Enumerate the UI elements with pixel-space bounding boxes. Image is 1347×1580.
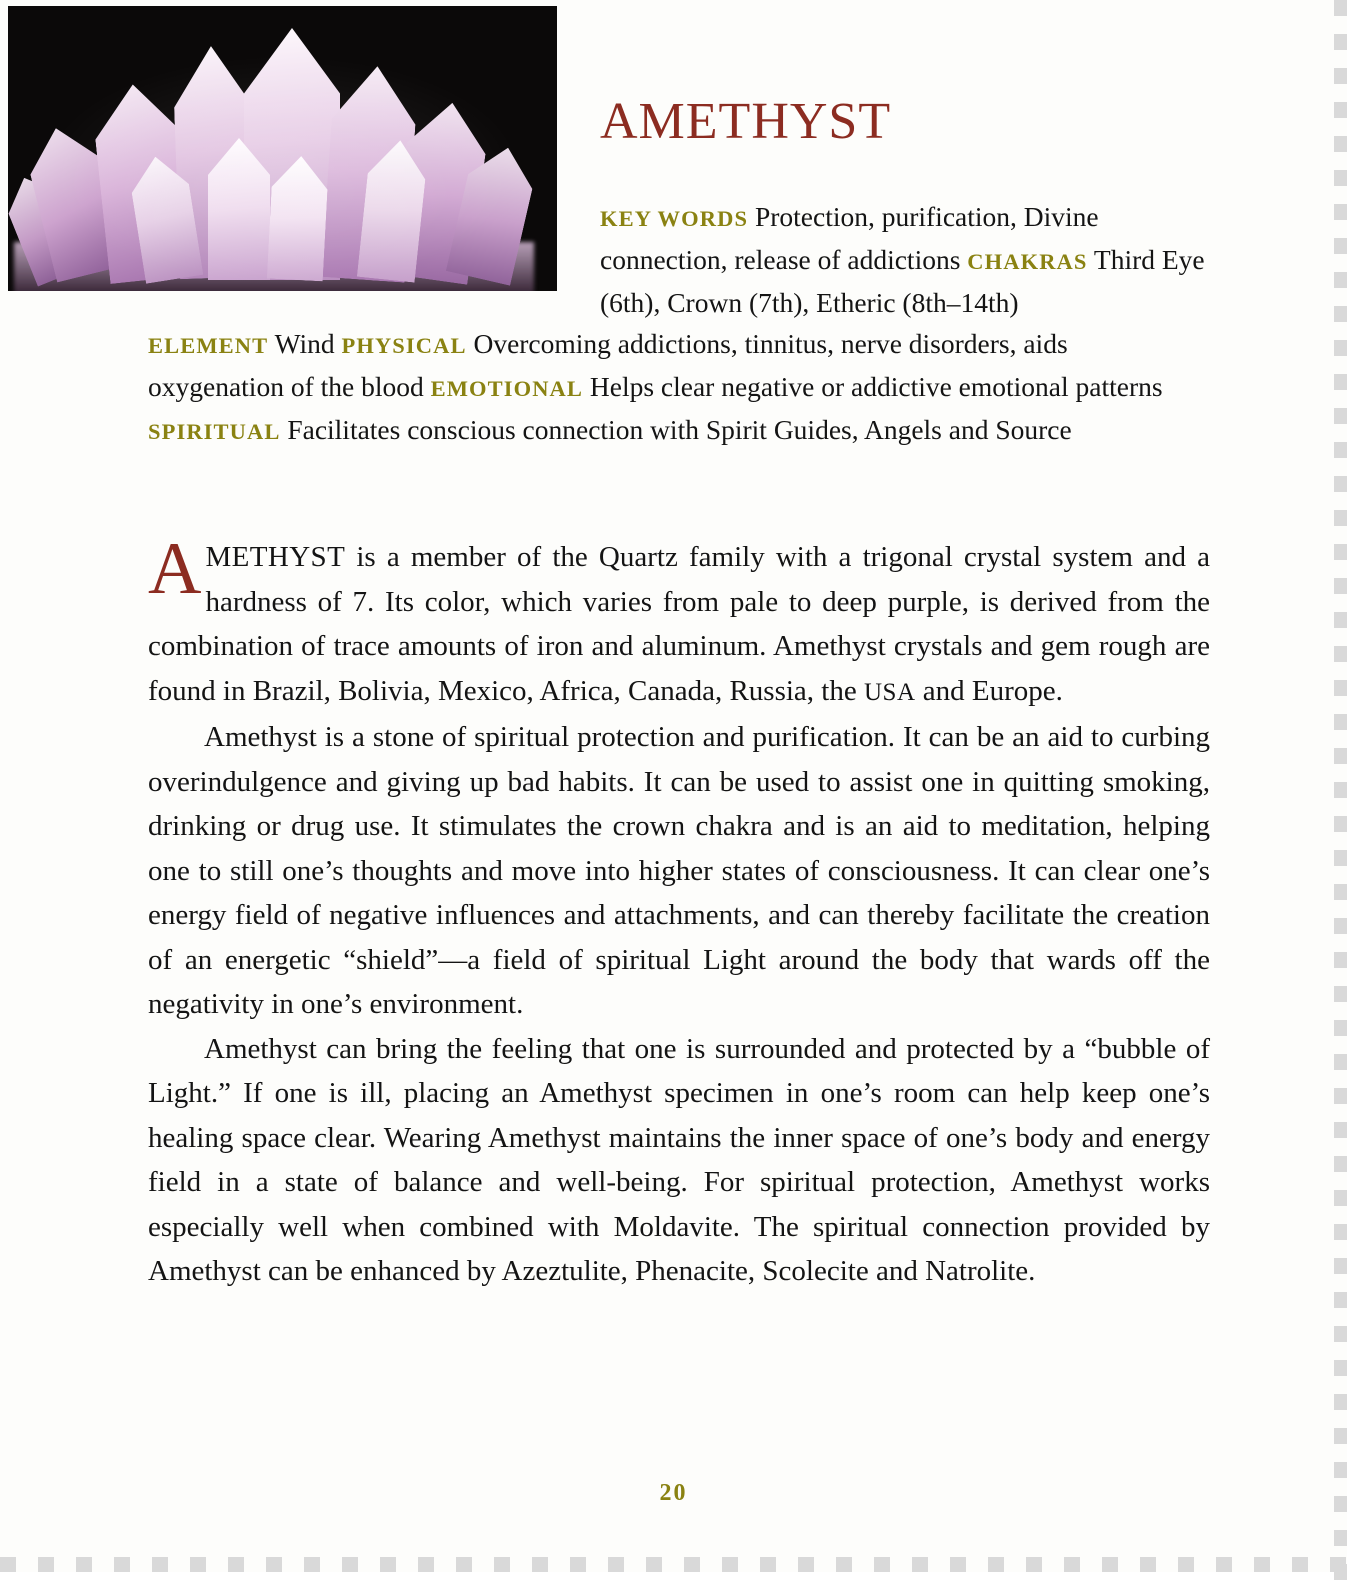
page-title: AMETHYST xyxy=(600,93,892,150)
body-text xyxy=(148,528,1210,1294)
scan-mark xyxy=(1026,1557,1042,1572)
scan-mark xyxy=(988,1557,1004,1572)
scan-mark xyxy=(1334,1190,1347,1206)
scan-mark xyxy=(1334,680,1347,696)
scan-mark xyxy=(1330,1557,1346,1572)
scan-mark xyxy=(1334,816,1347,832)
scan-mark xyxy=(114,1557,130,1572)
scan-mark xyxy=(1334,0,1347,16)
scan-mark xyxy=(1334,1326,1347,1342)
scan-mark xyxy=(418,1557,434,1572)
scan-mark xyxy=(646,1557,662,1572)
scan-mark xyxy=(38,1557,54,1572)
element-label: ELEMENT xyxy=(148,333,269,358)
scan-mark xyxy=(684,1557,700,1572)
paragraph-1-text-b: and Europe. xyxy=(915,674,1063,707)
scan-mark xyxy=(1178,1557,1194,1572)
scan-mark xyxy=(608,1557,624,1572)
scan-mark xyxy=(1334,748,1347,764)
scan-mark xyxy=(1334,272,1347,288)
scan-mark xyxy=(1334,918,1347,934)
scan-mark xyxy=(1334,340,1347,356)
scan-mark xyxy=(1334,510,1347,526)
scan-mark xyxy=(912,1557,928,1572)
scan-mark xyxy=(1140,1557,1156,1572)
scan-mark xyxy=(1334,204,1347,220)
scan-mark xyxy=(1334,1428,1347,1444)
scan-mark xyxy=(380,1557,396,1572)
scan-mark xyxy=(1334,408,1347,424)
scan-mark xyxy=(1334,782,1347,798)
physical-label: PHYSICAL xyxy=(341,333,467,358)
scan-mark xyxy=(1334,1462,1347,1478)
paragraph-1-text-a: is a member of the Quartz family with a trigonal crystal system and a hardness of 7. Its color, which varies from pale to deep purple, is derived from the combination of trace amounts of iron and aluminum. Amethyst crystals and gem rough are found in Brazil, Bolivia, Mexico, Africa, Canada, Russia, the xyxy=(148,541,1210,707)
physical-value: Overcoming addictions, tinnitus, nerve disorders, aids oxygenation of the blood xyxy=(148,328,1068,402)
scan-mark xyxy=(1334,884,1347,900)
spiritual-label: SPIRITUAL xyxy=(148,419,281,444)
scan-mark xyxy=(1334,1054,1347,1070)
scan-mark xyxy=(1334,68,1347,84)
scan-mark xyxy=(1334,1122,1347,1138)
opening-smallcaps: METHYST xyxy=(205,541,346,573)
scan-mark xyxy=(1334,578,1347,594)
scan-mark xyxy=(1334,136,1347,152)
chakras-value: Third Eye (6th), Crown (7th), Etheric (8th–14th) xyxy=(600,244,1205,318)
scan-mark xyxy=(798,1557,814,1572)
paragraph-2: Amethyst is a stone of spiritual protection and purification. It can be an aid to curbing overindulgence and giving up bad habits. It can be used to assist one in quitting smoking, drinking or drug use. It stimulates the crown chakra and is an aid to meditation, helping one to still one’s thoughts and move into higher states of consciousness. It can clear one’s energy field of negative influences and attachments, and can thereby facilitate the creation of an energetic “shield”—a field of spiritual Light around the body that wards off the negativity in one’s environment. xyxy=(148,721,1210,1020)
scan-mark xyxy=(1334,1530,1347,1546)
scan-mark xyxy=(494,1557,510,1572)
scan-mark xyxy=(760,1557,776,1572)
scan-mark xyxy=(342,1557,358,1572)
scan-mark xyxy=(1254,1557,1270,1572)
scan-mark xyxy=(1334,646,1347,662)
scan-mark xyxy=(1334,1292,1347,1308)
key-attributes xyxy=(148,196,1208,452)
scan-mark xyxy=(950,1557,966,1572)
scan-mark xyxy=(570,1557,586,1572)
scan-mark xyxy=(1334,1360,1347,1376)
scan-mark xyxy=(874,1557,890,1572)
scan-mark xyxy=(722,1557,738,1572)
scan-mark xyxy=(152,1557,168,1572)
scan-mark xyxy=(1334,986,1347,1002)
spiritual-value: Facilitates conscious connection with Spirit Guides, Angels and Source xyxy=(287,414,1072,445)
scan-mark xyxy=(1334,952,1347,968)
scan-edge-bottom xyxy=(0,1556,1347,1572)
scan-mark xyxy=(1216,1557,1232,1572)
scan-mark xyxy=(1334,1088,1347,1104)
chakras-label: CHAKRAS xyxy=(967,249,1088,274)
element-value: Wind xyxy=(274,328,335,359)
usa-abbrev: USA xyxy=(863,678,916,706)
page-number: 20 xyxy=(659,1480,688,1506)
paragraph-3: Amethyst can bring the feeling that one is surrounded and protected by a “bubble of Light.” If one is ill, placing an Amethyst specimen in one’s room can help keep one’s healing space clear. Wearing Amethyst maintains the inner space of one’s body and energy field in a state of balance and well-being. For spiritual protection, Amethyst works especially well when combined with Moldavite. The spiritual connection provided by Amethyst can be enhanced by Azeztulite, Phenacite, Scolecite and Natrolite. xyxy=(148,1032,1210,1287)
scan-mark xyxy=(1334,102,1347,118)
scan-mark xyxy=(1334,1156,1347,1172)
scan-mark xyxy=(1334,714,1347,730)
paragraph-1 xyxy=(148,528,1210,715)
scan-mark xyxy=(1334,1258,1347,1274)
scan-mark xyxy=(1334,1020,1347,1036)
scan-mark xyxy=(190,1557,206,1572)
scan-mark xyxy=(1334,238,1347,254)
scan-mark xyxy=(1102,1557,1118,1572)
key-words-value: Protection, purification, Divine connection, release of addictions xyxy=(600,201,1099,275)
scan-mark xyxy=(1334,1394,1347,1410)
scan-mark xyxy=(0,1557,16,1572)
scan-mark xyxy=(1064,1557,1080,1572)
scan-mark xyxy=(532,1557,548,1572)
scan-mark xyxy=(304,1557,320,1572)
scan-mark xyxy=(1334,1224,1347,1240)
scan-mark xyxy=(1334,306,1347,322)
scan-mark xyxy=(228,1557,244,1572)
scan-mark xyxy=(1334,476,1347,492)
scan-mark xyxy=(1334,850,1347,866)
scan-mark xyxy=(1334,544,1347,560)
scan-mark xyxy=(1334,34,1347,50)
scan-mark xyxy=(456,1557,472,1572)
scan-mark xyxy=(836,1557,852,1572)
scan-edge-right xyxy=(1333,0,1347,1572)
scan-mark xyxy=(266,1557,282,1572)
scan-mark xyxy=(1334,1496,1347,1512)
scan-mark xyxy=(1292,1557,1308,1572)
drop-cap: A xyxy=(148,528,202,610)
emotional-label: EMOTIONAL xyxy=(430,376,584,401)
scan-mark xyxy=(1334,612,1347,628)
scan-mark xyxy=(1334,374,1347,390)
key-words-label: KEY WORDS xyxy=(600,206,749,231)
scan-mark xyxy=(1334,442,1347,458)
emotional-value: Helps clear negative or addictive emotional patterns xyxy=(589,371,1163,402)
scan-mark xyxy=(1334,170,1347,186)
scan-mark xyxy=(76,1557,92,1572)
